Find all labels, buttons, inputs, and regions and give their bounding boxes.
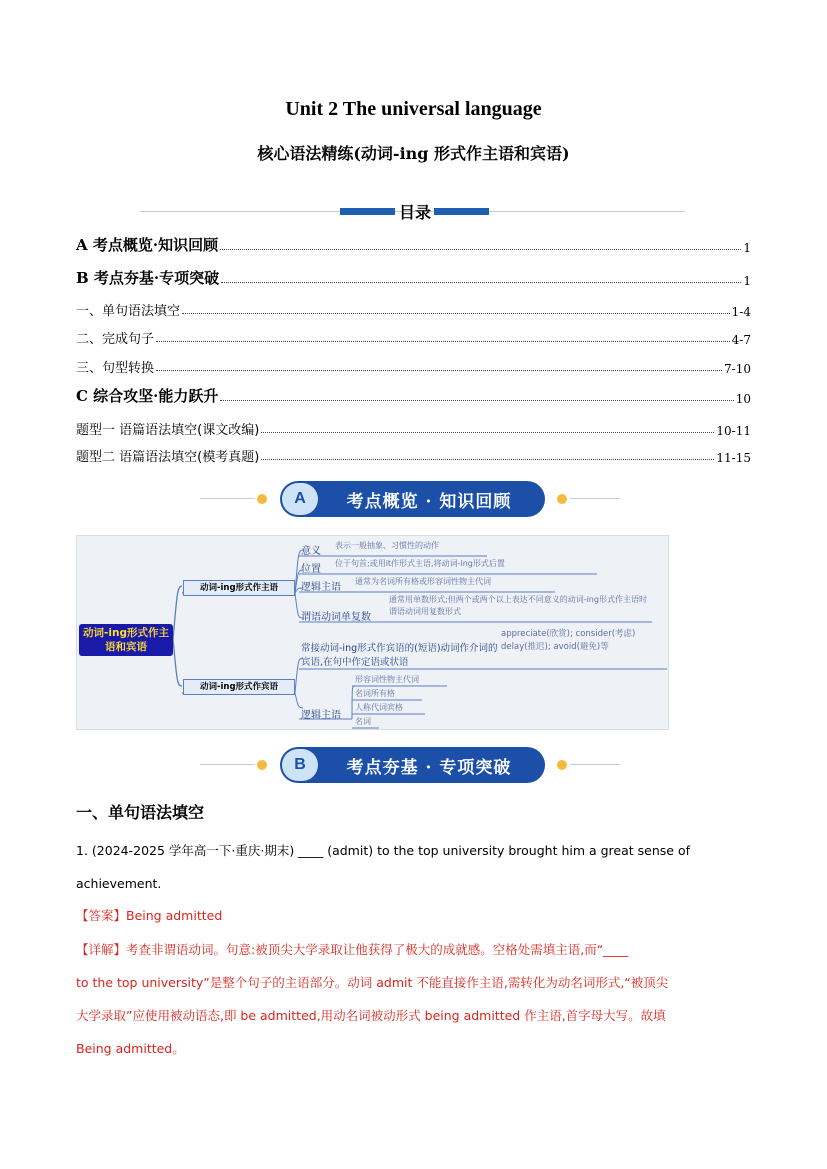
banner-letter: B bbox=[282, 749, 318, 781]
toc-entry-label: 题型一 语篇语法填空(课文改编) bbox=[76, 423, 260, 438]
question-number: 1. bbox=[76, 843, 88, 858]
mindmap-node: 逻辑主语 bbox=[301, 710, 341, 721]
toc-entry[interactable] bbox=[76, 354, 751, 376]
mindmap-note: 表示一般抽象、习惯性的动作 bbox=[335, 541, 439, 550]
question-text: (admit) to the top university brought him a great sense of bbox=[327, 843, 690, 858]
detail-text: 大学录取”应使用被动语态,即 be admitted,用动名词被动形式 being admitted 作主语,首字母大写。故填 bbox=[76, 1008, 666, 1023]
toc-entry[interactable] bbox=[76, 416, 751, 438]
toc-entry[interactable] bbox=[76, 233, 751, 255]
section-banner-b bbox=[200, 745, 620, 785]
section-banner-a bbox=[200, 479, 620, 519]
mindmap-branch-subject: 动词-ing形式作主语 bbox=[183, 580, 295, 596]
banner-title: 考点夯基 · 专项突破 bbox=[346, 758, 512, 778]
detail-text: 考查非谓语动词。句意:被顶尖大学录取让他获得了极大的成就感。空格处需填主语,而“____ bbox=[126, 942, 629, 957]
mindmap-leaf: 形容词性物主代词 bbox=[355, 675, 419, 684]
banner-title: 考点概览 · 知识回顾 bbox=[346, 492, 512, 512]
mindmap-note: 通常用单数形式;但两个或两个以上表达不同意义的动词-ing形式作主语时谓语动词用复数形式 bbox=[389, 595, 647, 616]
mindmap-leaf: 人称代词宾格 bbox=[355, 703, 403, 712]
section-heading: 一、单句语法填空 bbox=[76, 803, 205, 822]
page-title: Unit 2 The universal language bbox=[285, 98, 542, 120]
toc-entry-page: 10 bbox=[735, 392, 751, 406]
mindmap-note: 位于句首;或用it作形式主语,将动词-ing形式后置 bbox=[335, 559, 505, 568]
mindmap-node: 位置 bbox=[301, 564, 321, 575]
mindmap-root: 动词-ing形式作主语和宾语 bbox=[79, 624, 173, 656]
page-subtitle: 核心语法精练(动词-ing 形式作主语和宾语) bbox=[257, 144, 570, 163]
toc-entry[interactable] bbox=[76, 443, 751, 465]
toc-heading-bar-left bbox=[340, 208, 395, 215]
toc-entry-label: B 考点夯基·专项突破 bbox=[76, 269, 220, 287]
toc-entry[interactable] bbox=[76, 325, 751, 347]
toc-entry-page: 7-10 bbox=[724, 362, 751, 376]
detail-text: to the top university”是整个句子的主语部分。动词 admit 不能直接作主语,需转化为动名词形式,“被顶尖 bbox=[76, 975, 669, 990]
toc-entry-page: 1-4 bbox=[731, 305, 751, 319]
toc-heading: 目录 bbox=[398, 203, 431, 222]
toc-entry-page: 1 bbox=[743, 241, 751, 255]
detail-block bbox=[76, 933, 751, 1065]
mindmap-node: 意义 bbox=[301, 546, 321, 557]
mindmap-node: 谓语动词单复数 bbox=[301, 612, 371, 623]
answer-line bbox=[76, 899, 751, 932]
mindmap-leaf: 名词 bbox=[355, 717, 371, 726]
toc-entry[interactable] bbox=[76, 384, 751, 406]
toc-entry-page: 11-15 bbox=[716, 451, 751, 465]
question-text-cont: achievement. bbox=[76, 876, 162, 891]
mindmap-node: 逻辑主语 bbox=[301, 582, 341, 593]
banner-letter: A bbox=[282, 483, 318, 515]
mindmap-note: 通常为名词所有格或形容词性物主代词 bbox=[355, 577, 491, 586]
mindmap-note: appreciate(欣赏); consider(考虑) delay(推迟); avoid(避免)等 bbox=[501, 629, 636, 652]
question-1 bbox=[76, 834, 751, 900]
toc-heading-bar-right bbox=[434, 208, 489, 215]
toc-entry-page: 1 bbox=[743, 274, 751, 288]
toc-entry-label: 题型二 语篇语法填空(模考真题) bbox=[76, 450, 260, 465]
toc-entry-page: 4-7 bbox=[731, 333, 751, 347]
answer-label: 【答案】 bbox=[76, 908, 127, 923]
toc-entry-label: 一、单句语法填空 bbox=[76, 304, 181, 319]
detail-text: Being admitted。 bbox=[76, 1041, 185, 1056]
mindmap-branch-object: 动词-ing形式作宾语 bbox=[183, 679, 295, 695]
toc-entry-page: 10-11 bbox=[716, 424, 751, 438]
question-source: (2024-2025 学年高一下·重庆·期末) bbox=[91, 843, 295, 858]
toc-entry-label: 三、句型转换 bbox=[76, 361, 155, 376]
detail-label: 【详解】 bbox=[76, 942, 127, 957]
toc-entry-label: A 考点概览·知识回顾 bbox=[76, 236, 219, 254]
answer-value: Being admitted bbox=[126, 908, 223, 923]
mindmap-leaf: 名词所有格 bbox=[355, 689, 395, 698]
question-blank[interactable]: ____ bbox=[298, 843, 324, 858]
toc-entry[interactable] bbox=[76, 297, 751, 319]
toc-entry-label: 二、完成句子 bbox=[76, 332, 155, 347]
grammar-mindmap bbox=[76, 535, 669, 730]
toc-entry-label: C 综合攻坚·能力跃升 bbox=[76, 387, 219, 405]
mindmap-node: 常接动词-ing形式作宾语的(短语)动词作介词的宾语,在句中作定语或状语 bbox=[301, 643, 498, 668]
toc-entry[interactable] bbox=[76, 266, 751, 288]
